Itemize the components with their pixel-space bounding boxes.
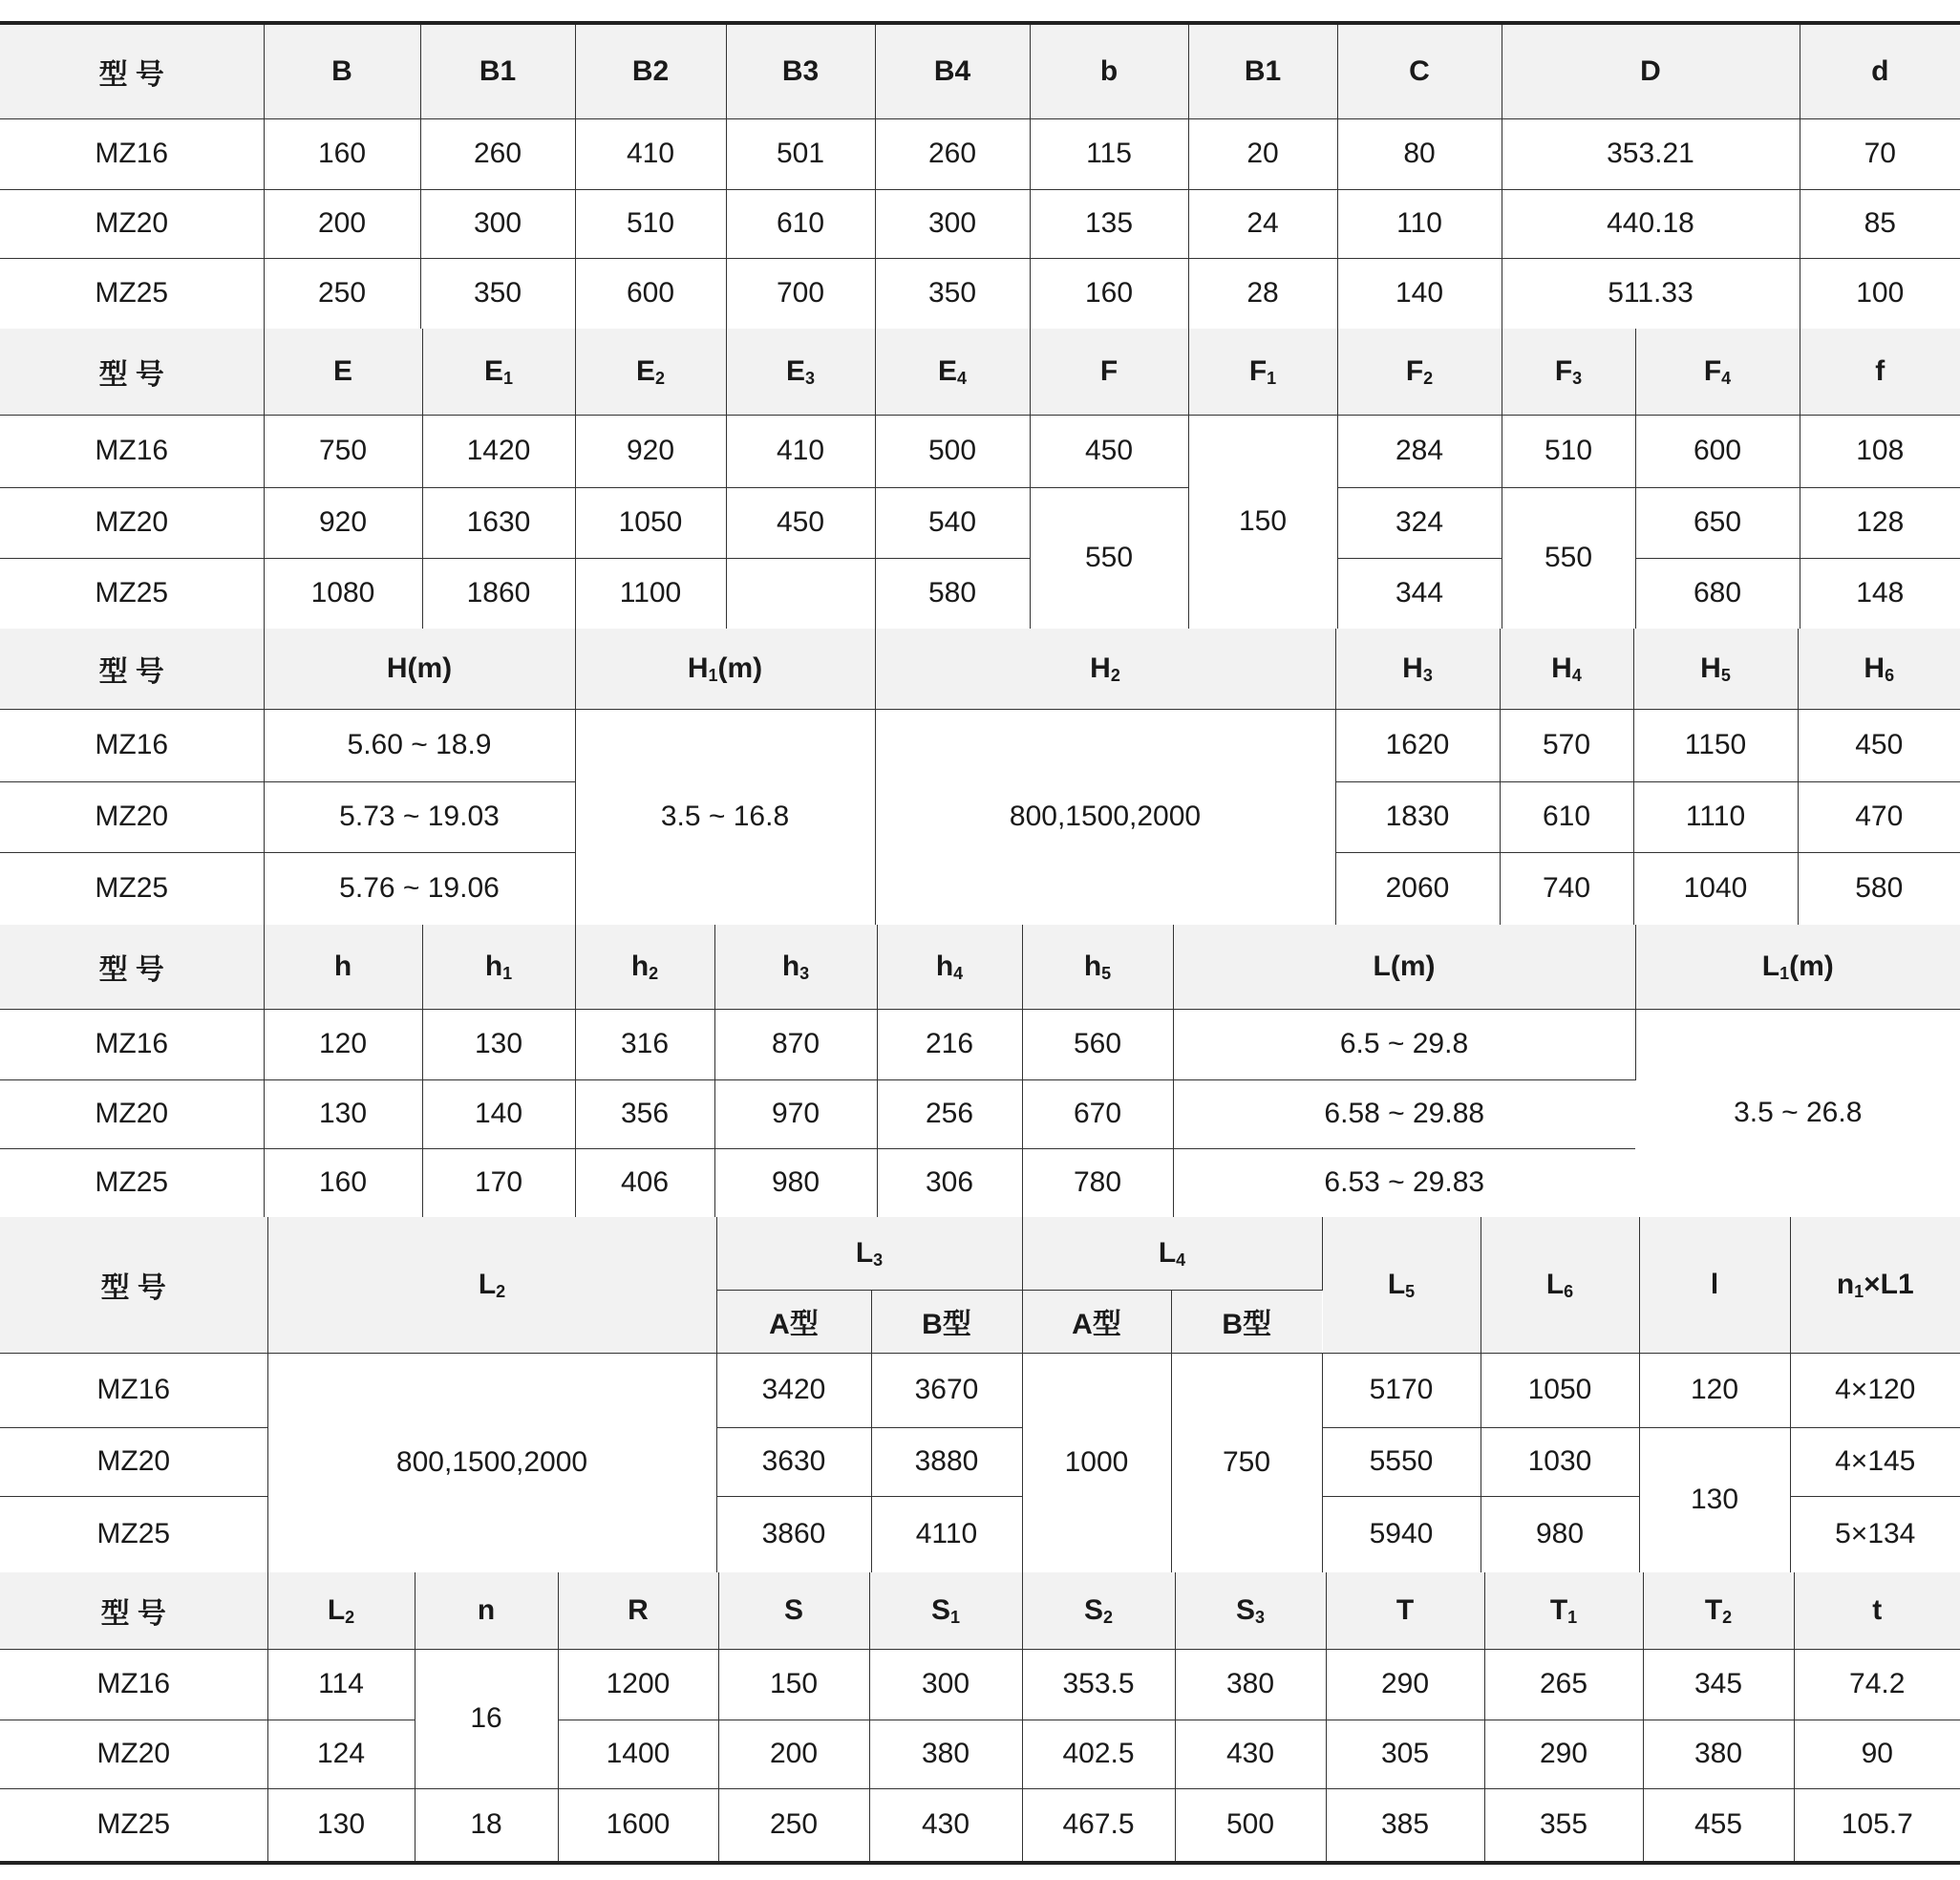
header-L6: $L_6$ [1481, 1217, 1639, 1353]
merged-cell-L4A: 1000 [1022, 1353, 1171, 1572]
cell: 380 [1643, 1720, 1794, 1788]
cell: 440.18 [1502, 189, 1800, 258]
cell: 780 [1022, 1148, 1173, 1217]
header-model: 型 号 [0, 25, 264, 118]
cell: 5×134 [1790, 1496, 1960, 1572]
model-cell: MZ16 [0, 1649, 267, 1720]
table-row [0, 1649, 1960, 1720]
cell: 430 [1175, 1720, 1326, 1788]
cell: 316 [575, 1009, 714, 1079]
header-H5: $H_5$ [1633, 629, 1798, 709]
header-H4: $H_4$ [1500, 629, 1633, 709]
header-E1: $E_1$ [422, 329, 575, 415]
header-C: C [1337, 25, 1502, 118]
cell: 560 [1022, 1009, 1173, 1079]
cell: 2060 [1335, 852, 1500, 925]
cell: 350 [875, 258, 1030, 329]
cell: 5550 [1322, 1427, 1481, 1496]
cell: 355 [1484, 1788, 1643, 1861]
table-row [0, 1720, 1960, 1788]
cell: 580 [875, 558, 1030, 629]
cell: 1420 [422, 415, 575, 487]
header-d: d [1800, 25, 1960, 118]
table-header-row [0, 25, 1960, 118]
spec-table-h-l [0, 925, 1960, 1218]
merged-cell-n: 16 [415, 1649, 558, 1788]
header-L4-A: A型 [1022, 1290, 1171, 1353]
table-row [0, 487, 1960, 558]
header-model: 型 号 [0, 925, 264, 1009]
table-header-row [0, 1572, 1960, 1649]
cell: 1620 [1335, 709, 1500, 781]
cell: 470 [1798, 781, 1960, 852]
header-l: l [1639, 1217, 1790, 1353]
spec-table-l [0, 1217, 1960, 1573]
cell: 70 [1800, 118, 1960, 189]
cell: 120 [264, 1009, 422, 1079]
merged-cell-L2: 800,1500,2000 [267, 1353, 716, 1572]
cell: 680 [1635, 558, 1800, 629]
cell: 74.2 [1794, 1649, 1960, 1720]
cell: 130 [264, 1079, 422, 1148]
header-E2: $E_2$ [575, 329, 726, 415]
merged-cell-L1: 3.5 ~ 26.8 [1635, 1009, 1960, 1217]
header-F: F [1030, 329, 1188, 415]
cell: 580 [1798, 852, 1960, 925]
cell: 85 [1800, 189, 1960, 258]
model-cell: MZ20 [0, 1720, 267, 1788]
cell: 511.33 [1502, 258, 1800, 329]
cell: 450 [726, 487, 875, 558]
model-cell: MZ20 [0, 1427, 267, 1496]
header-T: T [1326, 1572, 1484, 1649]
cell: 670 [1022, 1079, 1173, 1148]
cell: 380 [869, 1720, 1022, 1788]
cell: 300 [875, 189, 1030, 258]
spec-table-e-f [0, 329, 1960, 630]
cell: 3860 [716, 1496, 871, 1572]
cell: 124 [267, 1720, 415, 1788]
cell: 110 [1337, 189, 1502, 258]
cell: 980 [1481, 1496, 1639, 1572]
table-row [0, 118, 1960, 189]
header-L5: $L_5$ [1322, 1217, 1481, 1353]
header-B2: B2 [575, 25, 726, 118]
header-B: B [264, 25, 420, 118]
cell: 114 [267, 1649, 415, 1720]
cell: 406 [575, 1148, 714, 1217]
model-cell: MZ16 [0, 1353, 267, 1427]
cell: 1080 [264, 558, 422, 629]
header-B3: B3 [726, 25, 875, 118]
header-F2: $F_2$ [1337, 329, 1502, 415]
header-F4: $F_4$ [1635, 329, 1800, 415]
cell: 430 [869, 1788, 1022, 1861]
cell: 260 [875, 118, 1030, 189]
cell: 353.5 [1022, 1649, 1175, 1720]
cell: 455 [1643, 1788, 1794, 1861]
cell: 105.7 [1794, 1788, 1960, 1861]
table-row [0, 415, 1960, 487]
header-T2: $T_2$ [1643, 1572, 1794, 1649]
cell: 1050 [1481, 1353, 1639, 1427]
cell: 160 [264, 118, 420, 189]
cell: 256 [877, 1079, 1022, 1148]
table-row [0, 1788, 1960, 1861]
cell: 290 [1326, 1649, 1484, 1720]
cell: 3880 [871, 1427, 1022, 1496]
cell: 200 [718, 1720, 869, 1788]
spec-table-s-t [0, 1572, 1960, 1862]
cell: 501 [726, 118, 875, 189]
cell: 870 [714, 1009, 877, 1079]
header-E4: $E_4$ [875, 329, 1030, 415]
cell: 20 [1188, 118, 1337, 189]
model-cell: MZ25 [0, 1496, 267, 1572]
cell: 1110 [1633, 781, 1798, 852]
cell: 344 [1337, 558, 1502, 629]
cell: 130 [422, 1009, 575, 1079]
cell: 1630 [422, 487, 575, 558]
table-row [0, 709, 1960, 781]
cell: 500 [875, 415, 1030, 487]
cell: 90 [1794, 1720, 1960, 1788]
cell: 600 [1635, 415, 1800, 487]
cell: 5170 [1322, 1353, 1481, 1427]
table-row [0, 258, 1960, 329]
header-h3: $h_3$ [714, 925, 877, 1009]
header-T1: $T_1$ [1484, 1572, 1643, 1649]
header-f: f [1800, 329, 1960, 415]
cell: 250 [718, 1788, 869, 1861]
cell: 410 [726, 415, 875, 487]
table-row [0, 1009, 1960, 1079]
header-model: 型 号 [0, 329, 264, 415]
cell: 380 [1175, 1649, 1326, 1720]
header-h4: $h_4$ [877, 925, 1022, 1009]
cell: 610 [1500, 781, 1633, 852]
header-D: D [1502, 25, 1800, 118]
cell [726, 558, 875, 629]
cell: 3670 [871, 1353, 1022, 1427]
model-cell: MZ25 [0, 1148, 264, 1217]
cell: 150 [718, 1649, 869, 1720]
cell: 1150 [1633, 709, 1798, 781]
spec-table-b [0, 25, 1960, 330]
model-cell: MZ16 [0, 709, 264, 781]
header-b: b [1030, 25, 1188, 118]
cell: 170 [422, 1148, 575, 1217]
header-H3: $H_3$ [1335, 629, 1500, 709]
model-cell: MZ20 [0, 487, 264, 558]
header-S: S [718, 1572, 869, 1649]
cell: 115 [1030, 118, 1188, 189]
cell: 450 [1030, 415, 1188, 487]
cell: 3420 [716, 1353, 871, 1427]
cell: 260 [420, 118, 575, 189]
cell: 1200 [558, 1649, 718, 1720]
cell: 265 [1484, 1649, 1643, 1720]
cell: 5940 [1322, 1496, 1481, 1572]
cell: 650 [1635, 487, 1800, 558]
cell: 356 [575, 1079, 714, 1148]
spec-table-h [0, 629, 1960, 926]
merged-cell-L4B: 750 [1171, 1353, 1322, 1572]
header-F1: $F_1$ [1188, 329, 1337, 415]
table-row [0, 1353, 1960, 1427]
cell: 467.5 [1022, 1788, 1175, 1861]
header-S2: $S_2$ [1022, 1572, 1175, 1649]
cell: 200 [264, 189, 420, 258]
cell: 700 [726, 258, 875, 329]
cell: 300 [420, 189, 575, 258]
table-header-row [0, 1217, 1960, 1290]
cell: 1860 [422, 558, 575, 629]
header-h2: $h_2$ [575, 925, 714, 1009]
cell: 24 [1188, 189, 1337, 258]
merged-cell-F: 550 [1030, 487, 1188, 629]
header-S1: $S_1$ [869, 1572, 1022, 1649]
header-L3-B: B型 [871, 1290, 1022, 1353]
model-cell: MZ16 [0, 1009, 264, 1079]
header-h5: $h_5$ [1022, 925, 1173, 1009]
model-cell: MZ20 [0, 189, 264, 258]
cell: 920 [264, 487, 422, 558]
cell: 160 [1030, 258, 1188, 329]
header-model: 型 号 [0, 1217, 267, 1353]
header-L1: $L_1(m)$ [1635, 925, 1960, 1009]
cell: 135 [1030, 189, 1188, 258]
cell: 920 [575, 415, 726, 487]
cell: 18 [415, 1788, 558, 1861]
header-H2: $H_2$ [875, 629, 1335, 709]
header-h1: $h_1$ [422, 925, 575, 1009]
merged-cell-F3: 550 [1502, 487, 1635, 629]
cell: 306 [877, 1148, 1022, 1217]
header-n: n [415, 1572, 558, 1649]
table-header-row [0, 329, 1960, 415]
cell: 5.73 ~ 19.03 [264, 781, 575, 852]
bottom-rule [0, 1861, 1960, 1865]
header-L2: $L_2$ [267, 1572, 415, 1649]
model-cell: MZ20 [0, 1079, 264, 1148]
header-B1-second: B1 [1188, 25, 1337, 118]
table-row [0, 189, 1960, 258]
cell: 130 [267, 1788, 415, 1861]
header-B4: B4 [875, 25, 1030, 118]
cell: 5.60 ~ 18.9 [264, 709, 575, 781]
cell: 108 [1800, 415, 1960, 487]
cell: 1050 [575, 487, 726, 558]
header-model: 型 号 [0, 1572, 267, 1649]
merged-cell-H1: 3.5 ~ 16.8 [575, 709, 875, 925]
cell: 100 [1800, 258, 1960, 329]
model-cell: MZ16 [0, 118, 264, 189]
header-B1: B1 [420, 25, 575, 118]
cell: 970 [714, 1079, 877, 1148]
merged-cell-l: 130 [1639, 1427, 1790, 1572]
cell: 353.21 [1502, 118, 1800, 189]
cell: 290 [1484, 1720, 1643, 1788]
cell: 500 [1175, 1788, 1326, 1861]
cell: 324 [1337, 487, 1502, 558]
cell: 510 [575, 189, 726, 258]
table-header-row [0, 629, 1960, 709]
header-L2: $L_2$ [267, 1217, 716, 1353]
header-E: E [264, 329, 422, 415]
cell: 510 [1502, 415, 1635, 487]
model-cell: MZ25 [0, 852, 264, 925]
cell: 284 [1337, 415, 1502, 487]
cell: 300 [869, 1649, 1022, 1720]
cell: 5.76 ~ 19.06 [264, 852, 575, 925]
table-header-row [0, 925, 1960, 1009]
cell: 140 [1337, 258, 1502, 329]
cell: 250 [264, 258, 420, 329]
cell: 350 [420, 258, 575, 329]
cell: 385 [1326, 1788, 1484, 1861]
cell: 600 [575, 258, 726, 329]
cell: 4×145 [1790, 1427, 1960, 1496]
cell: 1030 [1481, 1427, 1639, 1496]
cell: 6.58 ~ 29.88 [1173, 1079, 1635, 1148]
cell: 570 [1500, 709, 1633, 781]
cell: 1400 [558, 1720, 718, 1788]
cell: 3630 [716, 1427, 871, 1496]
cell: 216 [877, 1009, 1022, 1079]
header-R: R [558, 1572, 718, 1649]
cell: 540 [875, 487, 1030, 558]
cell: 4×120 [1790, 1353, 1960, 1427]
model-cell: MZ20 [0, 781, 264, 852]
header-L: L(m) [1173, 925, 1635, 1009]
header-H1: $H_1(m)$ [575, 629, 875, 709]
cell: 980 [714, 1148, 877, 1217]
merged-cell-F1: 150 [1188, 415, 1337, 629]
merged-cell-H2: 800,1500,2000 [875, 709, 1335, 925]
table-row [0, 558, 1960, 629]
header-L3: $L_3$ [716, 1217, 1022, 1290]
cell: 305 [1326, 1720, 1484, 1788]
cell: 750 [264, 415, 422, 487]
model-cell: MZ25 [0, 258, 264, 329]
header-L4: $L_4$ [1022, 1217, 1322, 1290]
header-h: h [264, 925, 422, 1009]
cell: 80 [1337, 118, 1502, 189]
cell: 140 [422, 1079, 575, 1148]
cell: 402.5 [1022, 1720, 1175, 1788]
cell: 1830 [1335, 781, 1500, 852]
header-L3-A: A型 [716, 1290, 871, 1353]
model-cell: MZ25 [0, 558, 264, 629]
cell: 1040 [1633, 852, 1798, 925]
header-t: t [1794, 1572, 1960, 1649]
header-n1-L1: $n_1\times L1$ [1790, 1217, 1960, 1353]
cell: 148 [1800, 558, 1960, 629]
header-S3: $S_3$ [1175, 1572, 1326, 1649]
cell: 1100 [575, 558, 726, 629]
header-model: 型 号 [0, 629, 264, 709]
header-L4-B: B型 [1171, 1290, 1322, 1353]
cell: 610 [726, 189, 875, 258]
cell: 120 [1639, 1353, 1790, 1427]
cell: 128 [1800, 487, 1960, 558]
header-F3: $F_3$ [1502, 329, 1635, 415]
model-cell: MZ16 [0, 415, 264, 487]
cell: 740 [1500, 852, 1633, 925]
cell: 410 [575, 118, 726, 189]
header-H: H(m) [264, 629, 575, 709]
cell: 28 [1188, 258, 1337, 329]
cell: 160 [264, 1148, 422, 1217]
cell: 4110 [871, 1496, 1022, 1572]
cell: 1600 [558, 1788, 718, 1861]
cell: 6.53 ~ 29.83 [1173, 1148, 1635, 1217]
cell: 6.5 ~ 29.8 [1173, 1009, 1635, 1079]
header-H6: $H_6$ [1798, 629, 1960, 709]
header-E3: $E_3$ [726, 329, 875, 415]
cell: 345 [1643, 1649, 1794, 1720]
model-cell: MZ25 [0, 1788, 267, 1861]
cell: 450 [1798, 709, 1960, 781]
